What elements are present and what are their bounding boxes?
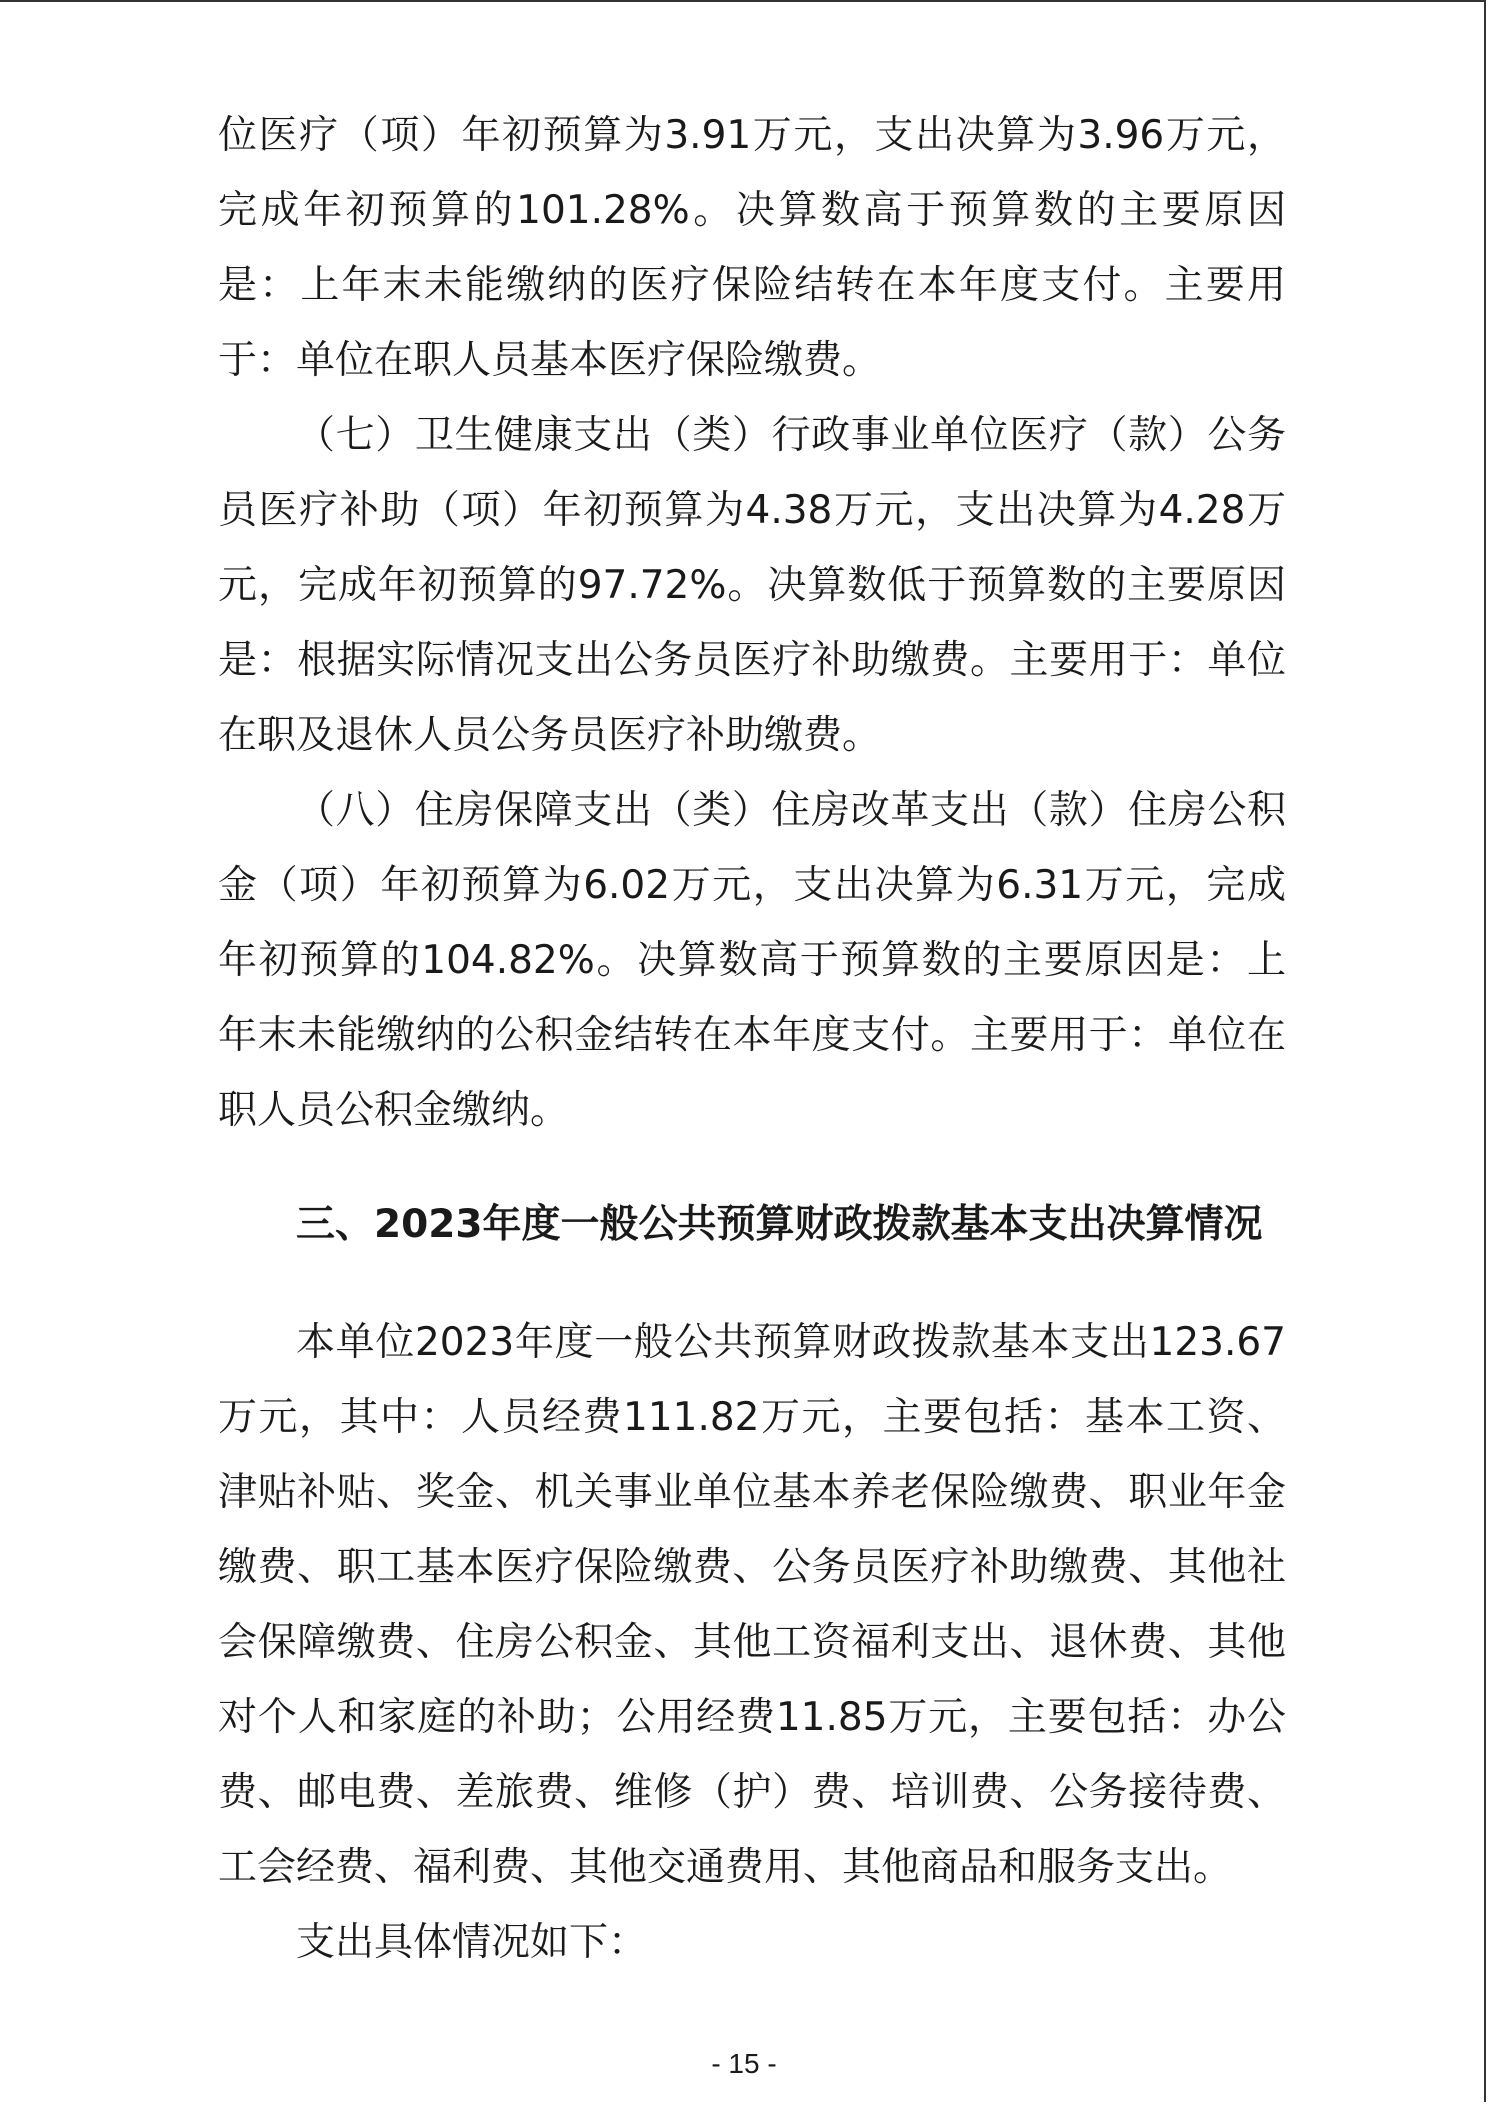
section-heading: 三、2023年度一般公共预算财政拨款基本支出决算情况: [296, 1202, 1263, 1247]
paragraph-medical-insurance: 位医疗（项）年初预算为3.91万元，支出决算为3.96万元，完成年初预算的101.28%。决算数高于预算数的主要原因是：上年末未能缴纳的医疗保险结转在本年度支付。主要用于：单位在职人员基本医疗保险缴费。: [218, 113, 1286, 383]
paragraph-expenditure-details-intro: 支出具体情况如下：: [296, 1920, 648, 1965]
paragraph-civil-servant-medical-subsidy: （七）卫生健康支出（类）行政事业单位医疗（款）公务员医疗补助（项）年初预算为4.38万元，支出决算为4.28万元，完成年初预算的97.72%。决算数低于预算数的主要原因是：根据实际情况支出公务员医疗补助缴费。主要用于：单位在职及退休人员公务员医疗补助缴费。: [218, 413, 1286, 758]
paragraph-housing-provident-fund: （八）住房保障支出（类）住房改革支出（款）住房公积金（项）年初预算为6.02万元，支出决算为6.31万元，完成年初预算的104.82%。决算数高于预算数的主要原因是：上年末未能缴纳的公积金结转在本年度支付。主要用于：单位在职人员公积金缴纳。: [218, 788, 1286, 1133]
document-body: [218, 98, 1286, 1980]
paragraph-basic-expenditure: 本单位2023年度一般公共预算财政拨款基本支出123.67万元，其中：人员经费111.82万元，主要包括：基本工资、津贴补贴、奖金、机关事业单位基本养老保险缴费、职业年金缴费、职工基本医疗保险缴费、公务员医疗补助缴费、其他社会保障缴费、住房公积金、其他工资福利支出、退休费、其他对个人和家庭的补助；公用经费11.85万元，主要包括：办公费、邮电费、差旅费、维修（护）费、培训费、公务接待费、工会经费、福利费、其他交通费用、其他商品和服务支出。: [218, 1320, 1286, 1890]
page-number: - 15 -: [711, 2048, 777, 2079]
